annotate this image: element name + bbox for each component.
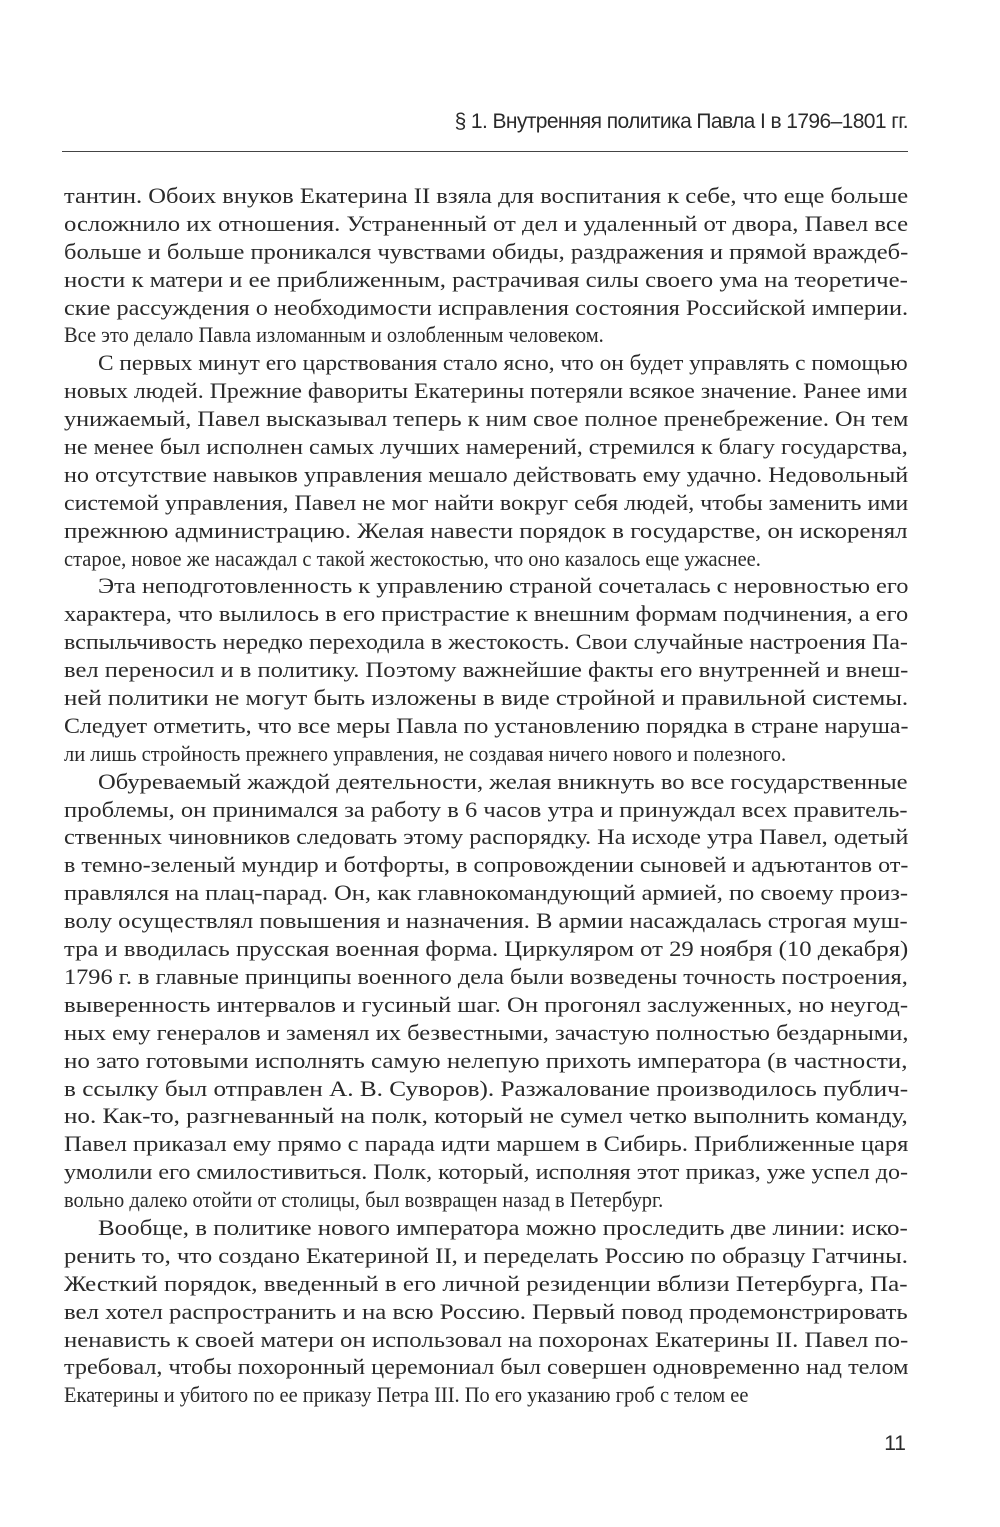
text-line: выверенность интервалов и гусиный шаг. Он прогонял заслуженных, но неугод- [64, 991, 909, 1017]
running-header: § 1. Внутренняя политика Павла I в 1796–1801 гг. [454, 110, 908, 133]
text-line: в ссылку был отправлен А. В. Суворов). Разжалование производилось публич- [64, 1075, 909, 1101]
text-line: Вообще, в политике нового императора можно проследить две линии: иско- [98, 1214, 908, 1240]
text-line: новых людей. Прежние фавориты Екатерины потеряли всякое значение. Ранее ими [64, 378, 908, 404]
text-line: ней политики не могут быть изложены в виде стройной и правильной системы. [64, 685, 909, 711]
text-line: вспыльчивость нередко переходила в жестокость. Свои случайные настроения Па- [64, 629, 908, 655]
text-line: Все это делало Павла изломанным и озлобленным человеком. [64, 322, 604, 348]
text-line: ности к матери и ее приближенным, растрачивая силы своего ума на теоретиче- [64, 266, 908, 292]
text-line: ственных чиновников следовать этому распорядку. На исходе утра Павел, одетый [64, 824, 909, 850]
text-line: правлялся на плац-парад. Он, как главнокомандующий армией, по своему произ- [64, 880, 909, 906]
header-rule [62, 151, 908, 152]
text-line: больше и больше проникался чувствами обиды, раздражения и прямой враждеб- [64, 238, 909, 264]
text-line: ли лишь стройность прежнего управления, не создавая ничего нового и полезного. [64, 740, 787, 766]
text-line: Екатерины и убитого по ее приказу Петра III. По его указанию гроб с телом ее [64, 1382, 749, 1408]
text-line: но. Как-то, разгневанный на полк, который не сумел четко выполнить команду, [64, 1103, 908, 1129]
text-line: Павел приказал ему прямо с парада идти маршем в Сибирь. Приближенные царя [64, 1131, 909, 1157]
text-line: вел переносил и в политику. Поэтому важнейшие факты его внутренней и внеш- [64, 657, 909, 683]
text-line: ненависть к своей матери он использовал на похоронах Екатерины II. Павел по- [64, 1326, 909, 1352]
text-line: требовал, чтобы похоронный церемониал был совершен одновременно над телом [64, 1354, 909, 1380]
text-line: Обуреваемый жаждой деятельности, желая вникнуть во все государственные [98, 768, 908, 794]
text-line: в темно-зеленый мундир и ботфорты, в сопровождении сыновей и адъютантов от- [64, 852, 909, 878]
text-line: осложнило их отношения. Устраненный от дел и удаленный от двора, Павел все [64, 210, 909, 236]
text-line: Эта неподготовленность к управлению страной сочеталась с неровностью его [98, 573, 909, 599]
text-line: не менее был исполнен самых лучших намерений, стремился к благу государства, [64, 434, 908, 460]
text-line: старое, новое же насаждал с такой жестокостью, что оно казалось еще ужаснее. [64, 545, 761, 571]
text-line: но отсутствие навыков управления мешало действовать ему удачно. Недовольный [64, 461, 909, 487]
text-line: ренить то, что создано Екатериной II, и переделать Россию по образцу Гатчины. [64, 1242, 908, 1268]
text-line: тантин. Обоих внуков Екатерина II взяла для воспитания к себе, что еще больше [64, 183, 909, 208]
text-line: ных ему генералов и заменял их безвестными, зачастую полностью бездарными, [64, 1019, 909, 1045]
text-line: волу осуществлял повышения и назначения. В армии насаждалась строгая муш- [64, 908, 908, 934]
text-line: системой управления, Павел не мог найти вокруг себя людей, чтобы заменить ими [64, 489, 909, 515]
text-line: вольно далеко отойти от столицы, был возвращен назад в Петербург. [64, 1187, 664, 1213]
body-text [64, 182, 908, 1409]
text-line: проблемы, он принимался за работу в 6 часов утра и принуждал всех правитель- [64, 796, 908, 822]
text-line: Жесткий порядок, введенный в его личной резиденции вблизи Петербурга, Па- [64, 1270, 908, 1296]
text-line: унижаемый, Павел высказывал теперь к ним свое полное пренебрежение. Он тем [64, 406, 909, 432]
text-line: вел хотел распространить и на всю Россию. Первый повод продемонстрировать [64, 1298, 908, 1324]
text-line: Следует отметить, что все меры Павла по установлению порядка в стране наруша- [64, 712, 909, 738]
text-line: С первых минут его царствования стало ясно, что он будет управлять с помощью [98, 350, 908, 376]
text-line: умолили его смилостивиться. Полк, который, исполняя этот приказ, уже успел до- [64, 1159, 908, 1185]
text-line: тра и вводилась прусская военная форма. Циркуляром от 29 ноября (10 декабря) [64, 936, 909, 962]
text-line: но зато готовыми исполнять самую нелепую прихоть императора (в частности, [64, 1047, 908, 1073]
text-line: ские рассуждения о необходимости исправления состояния Российской империи. [64, 294, 909, 320]
page-number: 11 [884, 1432, 906, 1455]
text-line: прежнюю администрацию. Желая навести порядок в государстве, он искоренял [64, 517, 908, 543]
text-line: характера, что вылилось в его пристрастие к внешним формам подчинения, а его [64, 601, 909, 627]
text-line: 1796 г. в главные принципы военного дела были возведены точность построения, [64, 963, 908, 989]
